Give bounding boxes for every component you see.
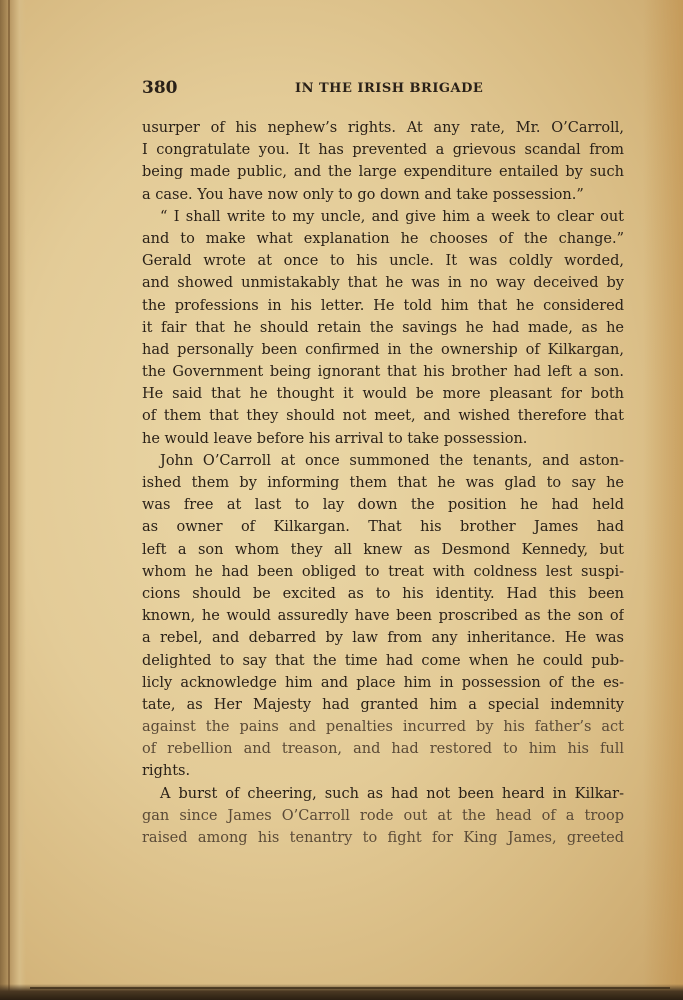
text-line: was free at last to lay down the position he had held <box>142 497 624 514</box>
text-line: known, he would assuredly have been proscribed as the son of <box>142 608 624 625</box>
binding-gutter <box>0 0 26 1000</box>
text-line: of rebellion and treason, and had restored to him his full <box>142 741 624 758</box>
text-line: gan since James O’Carroll rode out at the head of a troop <box>142 807 624 824</box>
text-line: usurper of his nephew’s rights. At any rate, Mr. O’Carroll, <box>142 120 624 136</box>
text-line: against the pains and penalties incurred by his father’s act <box>142 719 624 736</box>
page-number: 380 <box>142 78 178 98</box>
text-line: had personally been confirmed in the ownership of Kilkargan, <box>142 341 624 358</box>
text-line: being made public, and the large expenditure entailed by such <box>142 164 624 181</box>
text-line: the Government being ignorant that his brother had left a son. <box>142 364 624 381</box>
text-line: and to make what explanation he chooses of the change.” <box>142 230 624 247</box>
text-line: Gerald wrote at once to his uncle. It was coldly worded, <box>142 253 624 270</box>
text-line: raised among his tenantry to fight for King James, greeted <box>142 830 624 846</box>
page-header <box>142 78 624 104</box>
text-line: tate, as Her Majesty had granted him a special indemnity <box>142 696 624 713</box>
text-line: he would leave before his arrival to take possession. <box>142 430 528 447</box>
page-edge-shading <box>643 0 683 1000</box>
text-line: A burst of cheering, such as had not been heard in Kilkar- <box>160 785 624 802</box>
text-line: it fair that he should retain the savings he had made, as he <box>142 319 624 336</box>
text-line: as owner of Kilkargan. That his brother James had <box>142 519 624 536</box>
text-line: rights. <box>142 763 191 780</box>
text-line: He said that he thought it would be more pleasant for both <box>142 386 624 403</box>
text-line: left a son whom they all knew as Desmond Kennedy, but <box>142 541 624 558</box>
text-line: whom he had been obliged to treat with coldness lest suspi- <box>142 563 624 580</box>
text-line: “ I shall write to my uncle, and give him a week to clear out <box>160 208 624 225</box>
text-line: a case. You have now only to go down and take possession.” <box>142 186 584 203</box>
running-title: IN THE IRISH BRIGADE <box>295 81 484 96</box>
text-line: licly acknowledge him and place him in possession of the es- <box>142 674 624 691</box>
text-line: ished them by informing them that he was glad to say he <box>142 475 624 491</box>
binding-edge-line <box>8 0 10 1000</box>
text-line: cions should be excited as to his identity. Had this been <box>142 585 624 602</box>
text-line: of them that they should not meet, and wished therefore that <box>142 408 624 425</box>
text-line: a rebel, and debarred by law from any inheritance. He was <box>142 630 624 647</box>
text-line: and showed unmistakably that he was in no way deceived by <box>142 275 624 292</box>
text-line: John O’Carroll at once summoned the tenants, and aston- <box>160 452 624 469</box>
text-line: the professions in his letter. He told him that he considered <box>142 297 624 314</box>
text-line: delighted to say that the time had come when he could pub- <box>142 652 624 669</box>
text-line: I congratulate you. It has prevented a grievous scandal from <box>142 142 624 159</box>
page-edge-line <box>30 987 670 989</box>
body-text <box>142 117 624 849</box>
